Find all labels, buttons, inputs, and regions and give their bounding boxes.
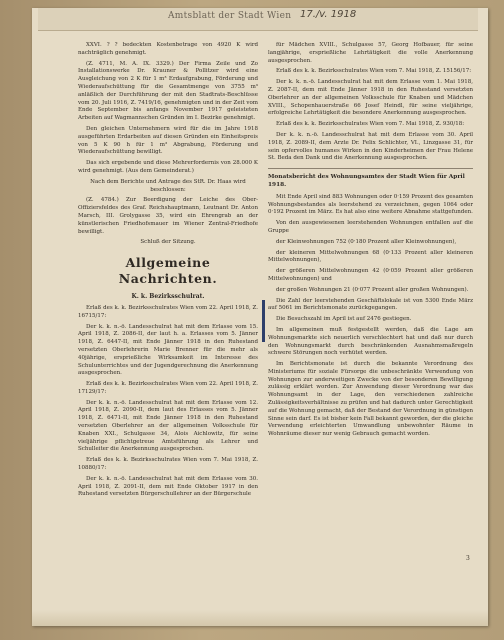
page-number: 3	[466, 555, 470, 562]
left-paragraph: Den gleichen Unternehmern wird für die im Jahre 1918 ausgeführten Erdarbeiten auf diesen Gründen ein Einheitspreis von 5 K 90 h für 1 m³ Abgrabung, Förderung und Wiederaufschüttung bewilligt.	[78, 125, 258, 156]
news-paragraph: Der k. k. n.-ö. Landesschulrat hat mit dem Erlasse vom 30. April 1918, Z. 2091-II, dem mit Ende Oktober 1917 in den Ruhestand versetzten Bürgerschullehrer an der Bürgerschule	[78, 475, 258, 498]
report-paragraph: der größeren Mittelwohnungen 42 (0·059 Prozent aller größeren Mittelwohnungen) und	[268, 268, 473, 282]
report-paragraph: Im allgemeinen muß festgestellt werden, daß die Lage am Wohnungsmarkte sich neuerlich verschlechtert hat und daß nur durch den Wohnungsmarkt durch beschränkenden Ausnahmsmaßregeln schwere Störungen noch verhütet werden.	[268, 326, 473, 357]
handwritten-date: 17./v. 1918	[300, 9, 357, 20]
report-title: Monatsbericht des Wohnungsamtes der Stadt Wien für April 1918.	[268, 174, 465, 188]
right-paragraph: für Mädchen XVIII., Schulgasse 57, Georg Hofbauer, für seine langjährige, ersprießliche Lehrtätigkeit die volle Anerkennung ausgesprochen.	[268, 42, 473, 64]
section-subheading: K. k. Bezirksschulrat.	[131, 293, 205, 301]
news-paragraph: Der k. k. n.-ö. Landesschulrat hat mit dem Erlasse vom 15. April 1918, Z. 2086-II, der laut h. a. Erlasses vom 5. Jänner 1918, Z. 6447-II, mit Ende Jänner 1918 in den Ruhestand versetzten Oberlehrerin Marie Brenner für die mehr als 40jährige, ersprießliche Wirksamkeit im Interesse des Schulunterrichtes und der Jugendgerechnung die Anerkennung ausgesprochen.	[78, 323, 258, 377]
news-paragraph: Erlaß des k. k. Bezirksschulrates Wien vom 7. Mai 1918, Z. 10880/17:	[78, 457, 258, 472]
right-column	[268, 42, 473, 442]
left-paragraph: (Z. 4784.) Zur Beerdigung der Leiche des Ober-Offiziersfeldes des Graf. Reichshauptmann, Leutnant Dr. Anton Marsch, III. Grolygasse 35, wird ein Ehrengrab an der künstlerischen Friedhofsmauer im Wiener Zentral-Friedhofe bewilligt.	[78, 197, 258, 235]
report-paragraph: Die Zahl der leerstehenden Geschäftslokale ist von 5300 Ende März auf 5061 im Berichtsmonate zurückgegangen.	[268, 297, 473, 312]
left-column	[78, 42, 258, 502]
right-paragraph: Erlaß des k. k. Bezirksschulrates Wien vom 7. Mai 1918, Z. 15156/17:	[276, 68, 472, 75]
margin-marker	[262, 300, 265, 342]
section-heading: Allgemeine Nachrichten.	[118, 255, 218, 287]
left-paragraph: Schluß der Sitzung.	[140, 239, 196, 246]
report-paragraph: Von den ausgewiesenen leerstehenden Wohnungen entfallen auf die Gruppe	[268, 220, 473, 234]
right-paragraph: Der k. k. n.-ö. Landesschulrat hat mit dem Erlasse vom 30. April 1918, Z. 2089-II, dem Arzte Dr. Felix Schlichter, VI., Linzgasse 31, für sein opfervolles humanes Wirken in den Kinderheimen der Frau Helene St. Beda den Dank und die Anerkennung ausgesprochen.	[268, 131, 473, 162]
report-paragraph: Im Berichtsmonate ist durch die bekannte Verordnung des Ministeriums für soziale Fürsorge die unbeschränkte Verwendung von Wohnungen zur anderweitigen Zwecke von der besonderen Bewilligung zulässig erklärt worden. Zur Anwendung dieser Verordnung war das Wohnungsamt in der Lage, den verschiedenen zahlreiche Zulässigkeitsverhältnisse zu prüfen und hat dadurch unter Gerechtigkeit auf die Wohnung gemacht, daß der Bestand der Verordnung in günstigen Sinne sein darf. Es ist bisher kein Fall bekannt geworden, der die gleiche Verwendung erleichterten Umwandlung unbewohnter Räume in Wohnräume dieser nur wenig Gebrauch gemacht worden.	[268, 361, 473, 438]
report-paragraph: der großen Wohnungen 21 (0·077 Prozent aller großen Wohnungen).	[276, 286, 469, 293]
news-paragraph: Der k. k. n.-ö. Landesschulrat hat mit dem Erlasse vom 12. April 1918, Z. 2090-II, dem laut des Erlasses vom 5. Jänner 1918, Z. 6471-II, mit Ende Jänner 1918 in den Ruhestand versetzten Oberlehrer an der allgemeinen Volksschule für Knaben XXI., Schulgasse 34, Alois Aichlowitz, für seine vieljährige pflichtgetreue Amtsführung als Lehrer und Schulleiter die Anerkennung ausgesprochen.	[78, 399, 258, 453]
report-paragraph: Mit Ende April sind 883 Wohnungen oder 0·159 Prozent des gesamten Wohnungsbestandes als leerstehend zu verzeichnen, gegen 1064 oder 0·192 Prozent im März. Es hat also eine weitere Abnahme stattgefunden.	[268, 193, 473, 216]
news-paragraph: Erlaß des k. k. Bezirksschulrates Wien vom 22. April 1918, Z. 16715/17:	[78, 304, 258, 319]
left-paragraph: Das sich ergebende und diese Mehrerfordernis von 28.000 K wird genehmigt. (Aus dem Gemeinderat.)	[78, 160, 258, 174]
left-paragraph: XXVI. ? ? bedeckten Kostenbetrage von 4920 K wird nachträglich genehmigt.	[78, 42, 258, 56]
divider	[268, 168, 473, 169]
report-paragraph: Die Besuchszahl im April ist auf 2476 gestiegen.	[276, 316, 412, 323]
archive-title: Amtsblatt der Stadt Wien	[168, 11, 292, 21]
right-paragraph: Der k. k. n.-ö. Landesschulrat hat mit dem Erlasse vom 1. Mai 1918, Z. 2087-II, dem mit Ende Jänner 1918 in den Ruhestand versetzten Oberlehrer an der allgemeinen Volksschule für Knaben und Mädchen XVIII., Schopenhauerstraße 66 Josef Heindl, für seine vieljährige, erfolgreiche Lehrtätigkeit die besondere Anerkennung ausgesprochen.	[268, 79, 473, 117]
report-paragraph: der Kleinwohnungen 752 (0·180 Prozent aller Kleinwohnungen),	[276, 238, 457, 245]
news-paragraph: Erlaß des k. k. Bezirksschulrates Wien vom 22. April 1918, Z. 17129/17:	[78, 381, 258, 395]
torn-edge	[32, 610, 488, 626]
report-paragraph: der kleineren Mittelwohnungen 68 (0·133 Prozent aller kleineren Mittelwohnungen),	[268, 249, 473, 264]
right-paragraph: Erlaß des k. k. Bezirksschulrates Wien vom 7. Mai 1918, Z. 930/18:	[276, 121, 465, 128]
left-paragraph: (Z. 4711, M. A. IX. 3329.) Der Firma Zeile und Zo Installationswerke Dr. Krauner & Pollitzer wird eine Ausgleichung von 2 K für 1 m³ Erdaufgrabung, Förderung und Wiederaufschüttung für die Gesamtmenge von 3755 m³ anläßlich der Durchführung der mit den Stadtrats-Beschlüsse vom 20. Juli 1916, Z. 7419/16, genehmigten und in der Zeit vom Ende September bis anfangs November 1917 geleisteten Arbeiten auf Wagmannschen Gründen im I. Bezirke genehmigt.	[78, 60, 258, 122]
left-paragraph: Nach dem Berichte und Antrage des StR. Dr. Haas wird beschlossen:	[90, 178, 246, 193]
